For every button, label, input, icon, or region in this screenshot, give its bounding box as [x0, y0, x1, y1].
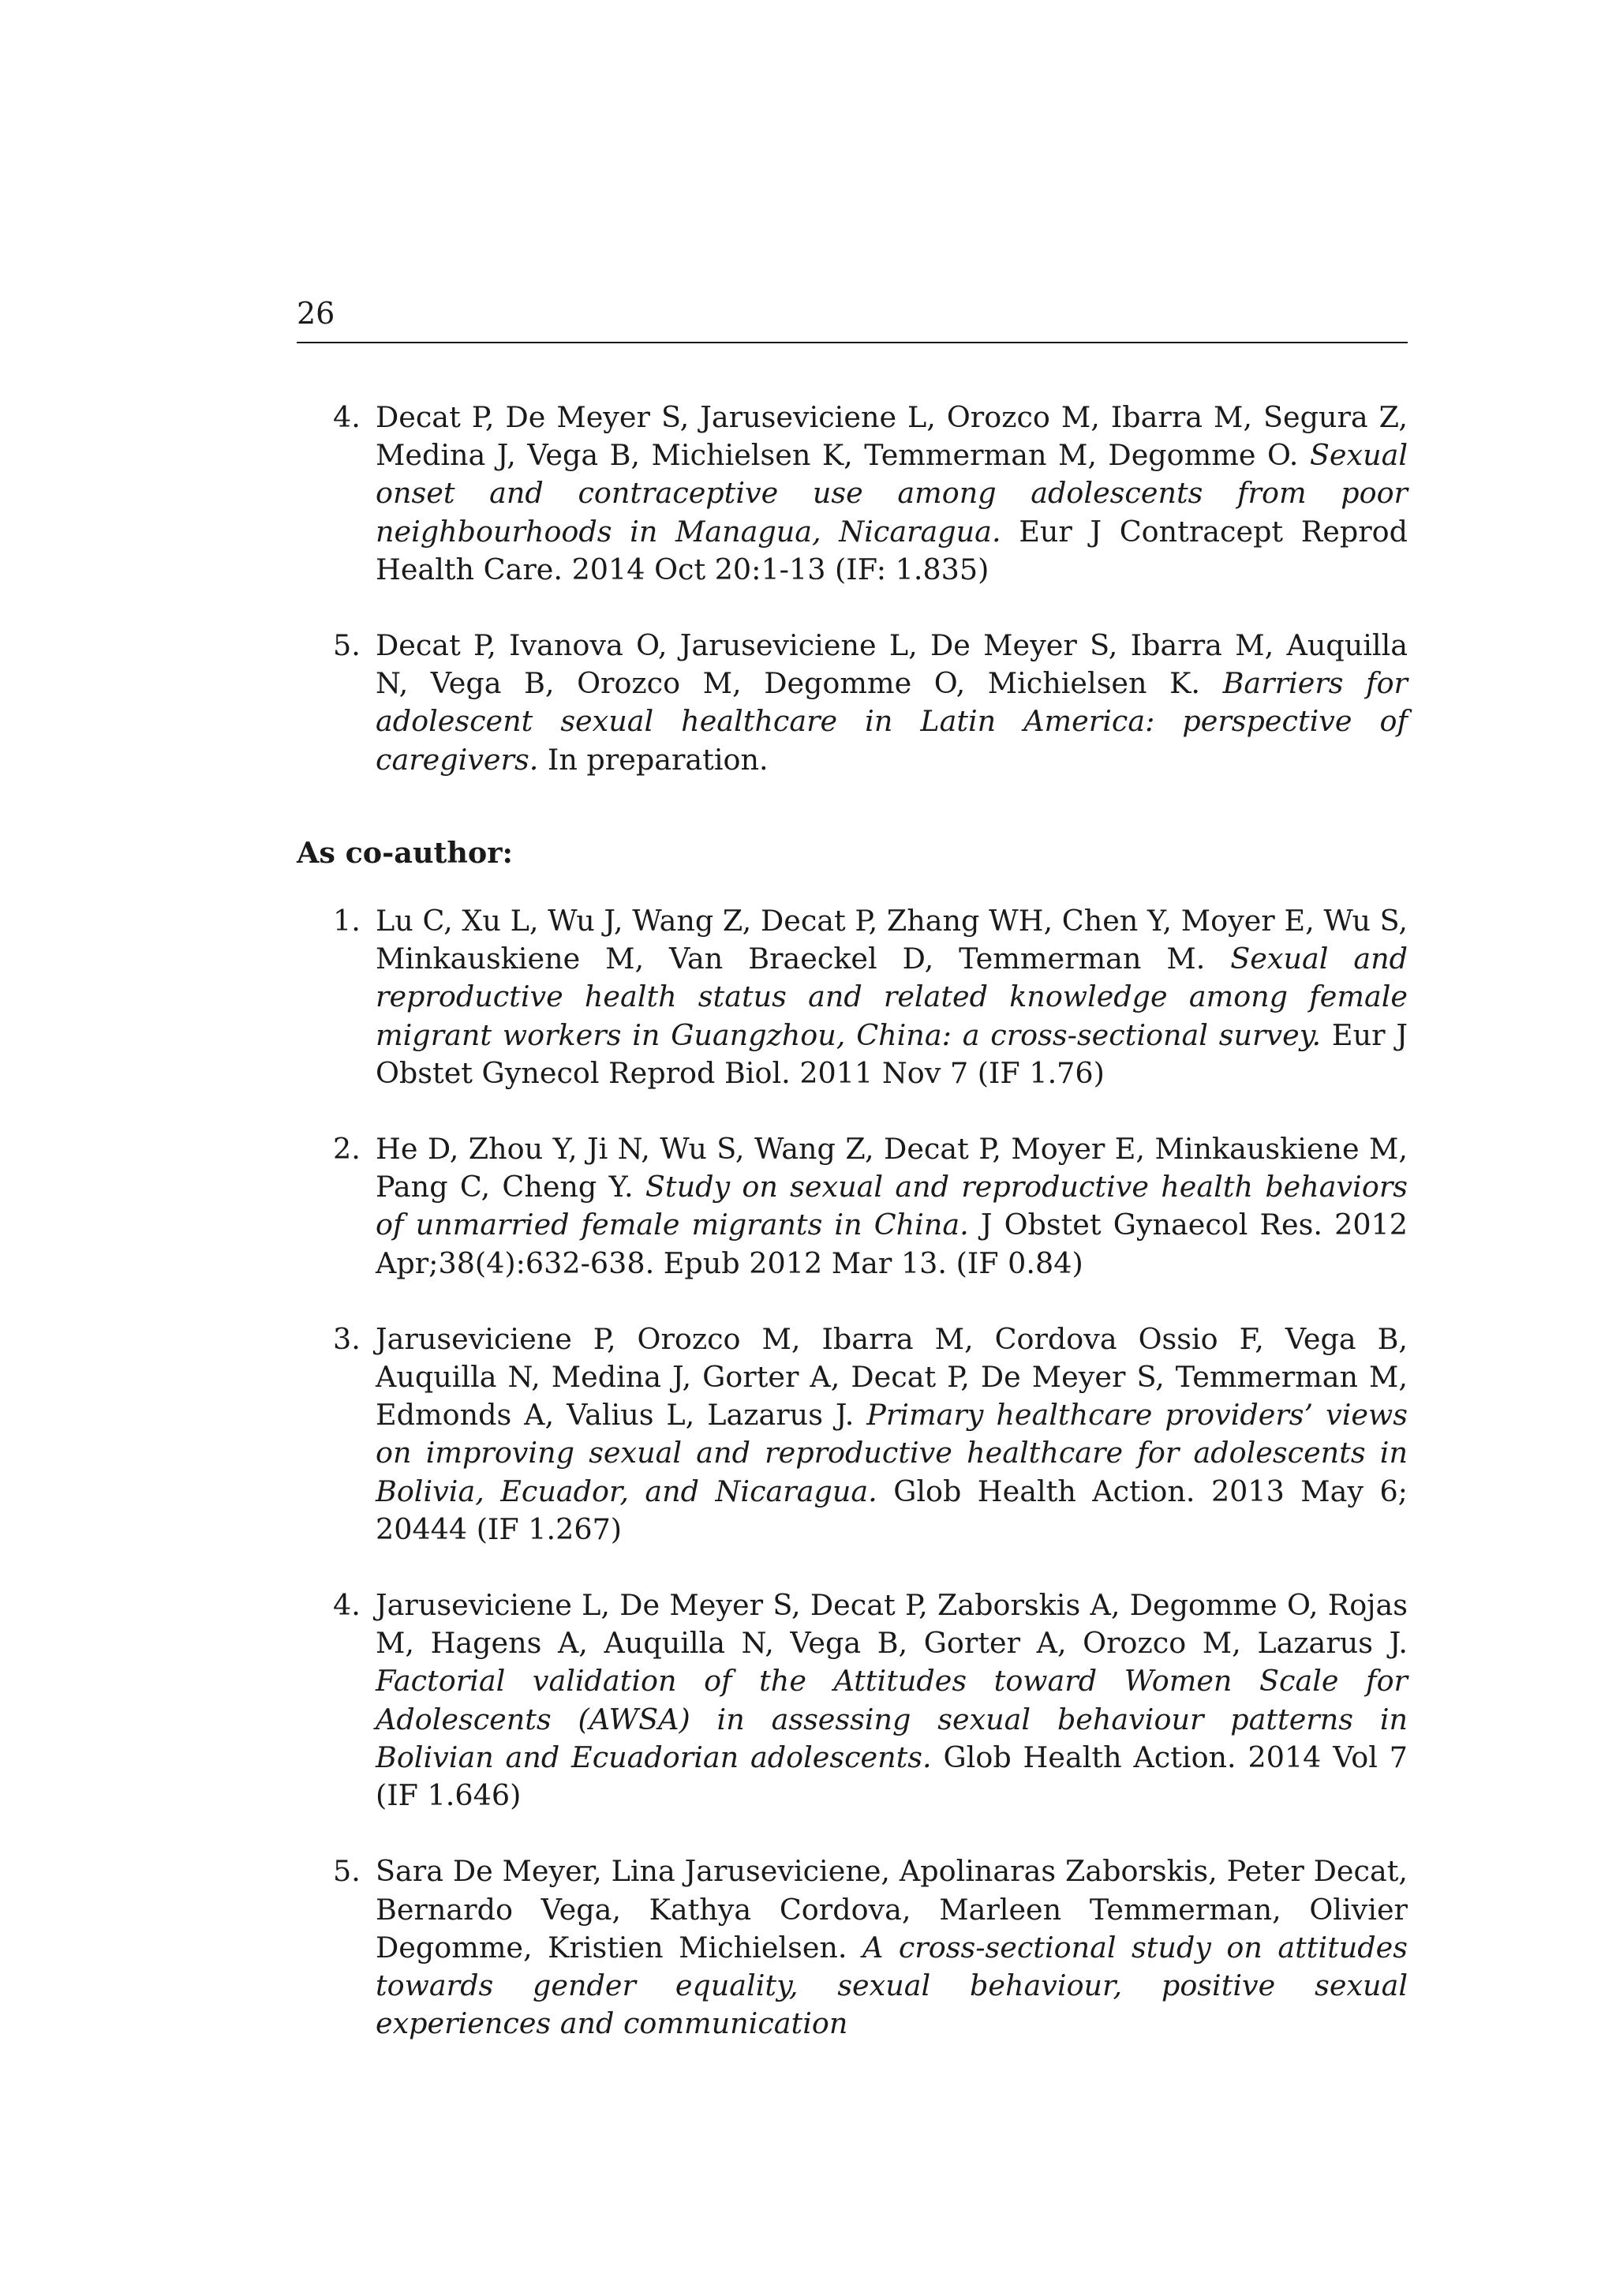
reference-title: Study on sexual and reproductive health behaviors of unmarried female migrants in China.	[376, 1170, 1408, 1242]
reference-number: 4.	[333, 400, 361, 434]
reference-title: Sexual and reproductive health status and related knowledge among female migrant workers in Guangzhou, China: a cross-sectional survey.	[376, 942, 1408, 1052]
page-number: 26	[297, 296, 335, 331]
reference-source: Eur J Contracept Reprod Health Care. 2014 Oct 20:1-13 (IF: 1.835)	[376, 514, 1408, 586]
reference-item	[297, 399, 1408, 589]
reference-number: 5.	[333, 1854, 361, 1889]
reference-authors: Jaruseviciene P, Orozco M, Ibarra M, Cordova Ossio F, Vega B, Auquilla N, Medina J, Gorter A, Decat P, De Meyer S, Temmerman M, Edmonds A, Valius L, Lazarus J.	[376, 1321, 1408, 1433]
reference-item	[297, 1586, 1408, 1815]
page-body	[297, 399, 1408, 2043]
reference-title: Factorial validation of the Attitudes toward Women Scale for Adolescents (AWSA) in assessing sexual behaviour patterns in Bolivian and Ecuadorian adolescents.	[376, 1664, 1408, 1774]
reference-title: Barriers for adolescent sexual healthcare in Latin America: perspective of caregivers.	[376, 666, 1408, 777]
reference-source: Glob Health Action. 2013 May 6; 20444 (IF 1.267)	[376, 1474, 1408, 1546]
coauthor-list	[297, 902, 1408, 2043]
reference-title: A cross-sectional study on attitudes towards gender equality, sexual behaviour, positive sexual experiences and communication	[376, 1930, 1408, 2041]
reference-source: J Obstet Gynaecol Res. 2012 Apr;38(4):632-638. Epub 2012 Mar 13. (IF 0.84)	[376, 1208, 1408, 1280]
reference-authors: Decat P, De Meyer S, Jaruseviciene L, Orozco M, Ibarra M, Segura Z, Medina J, Vega B, Michielsen K, Temmerman M, Degomme O.	[376, 400, 1408, 473]
reference-source: Eur J Obstet Gynecol Reprod Biol. 2011 Nov 7 (IF 1.76)	[376, 1017, 1408, 1090]
reference-source: In preparation.	[547, 742, 769, 777]
reference-source: Glob Health Action. 2014 Vol 7 (IF 1.646)	[376, 1740, 1408, 1813]
reference-item	[297, 1320, 1408, 1549]
reference-item	[297, 627, 1408, 779]
header-rule	[297, 342, 1408, 343]
reference-item	[297, 1130, 1408, 1283]
reference-authors: Lu C, Xu L, Wu J, Wang Z, Decat P, Zhang WH, Chen Y, Moyer E, Wu S, Minkauskiene M, Van Braeckel D, Temmerman M.	[376, 904, 1408, 976]
reference-authors: Decat P, Ivanova O, Jaruseviciene L, De Meyer S, Ibarra M, Auquilla N, Vega B, Orozco M, Degomme O, Michielsen K.	[376, 628, 1408, 701]
reference-authors: Sara De Meyer, Lina Jaruseviciene, Apolinaras Zaborskis, Peter Decat, Bernardo Vega, Kathya Cordova, Marleen Temmerman, Olivier Degomme, Kristien Michielsen.	[376, 1854, 1408, 1965]
reference-number: 3.	[333, 1321, 361, 1356]
reference-item	[297, 902, 1408, 1092]
reference-number: 4.	[333, 1588, 361, 1623]
coauthor-heading: As co-author:	[297, 835, 513, 870]
reference-item	[297, 1852, 1408, 2043]
reference-authors: He D, Zhou Y, Ji N, Wu S, Wang Z, Decat P, Moyer E, Minkauskiene M, Pang C, Cheng Y.	[376, 1132, 1408, 1204]
reference-title: Sexual onset and contraceptive use among adolescents from poor neighbourhoods in Managua, Nicaragua.	[376, 438, 1408, 549]
reference-number: 1.	[333, 904, 361, 938]
reference-title: Primary healthcare providers’ views on improving sexual and reproductive healthcare for adolescents in Bolivia, Ecuador, and Nicaragua.	[376, 1398, 1408, 1508]
reference-number: 2.	[333, 1132, 361, 1167]
reference-authors: Jaruseviciene L, De Meyer S, Decat P, Zaborskis A, Degomme O, Rojas M, Hagens A, Auquilla N, Vega B, Gorter A, Orozco M, Lazarus J.	[376, 1588, 1408, 1661]
first-author-list	[297, 399, 1408, 779]
reference-number: 5.	[333, 628, 361, 663]
